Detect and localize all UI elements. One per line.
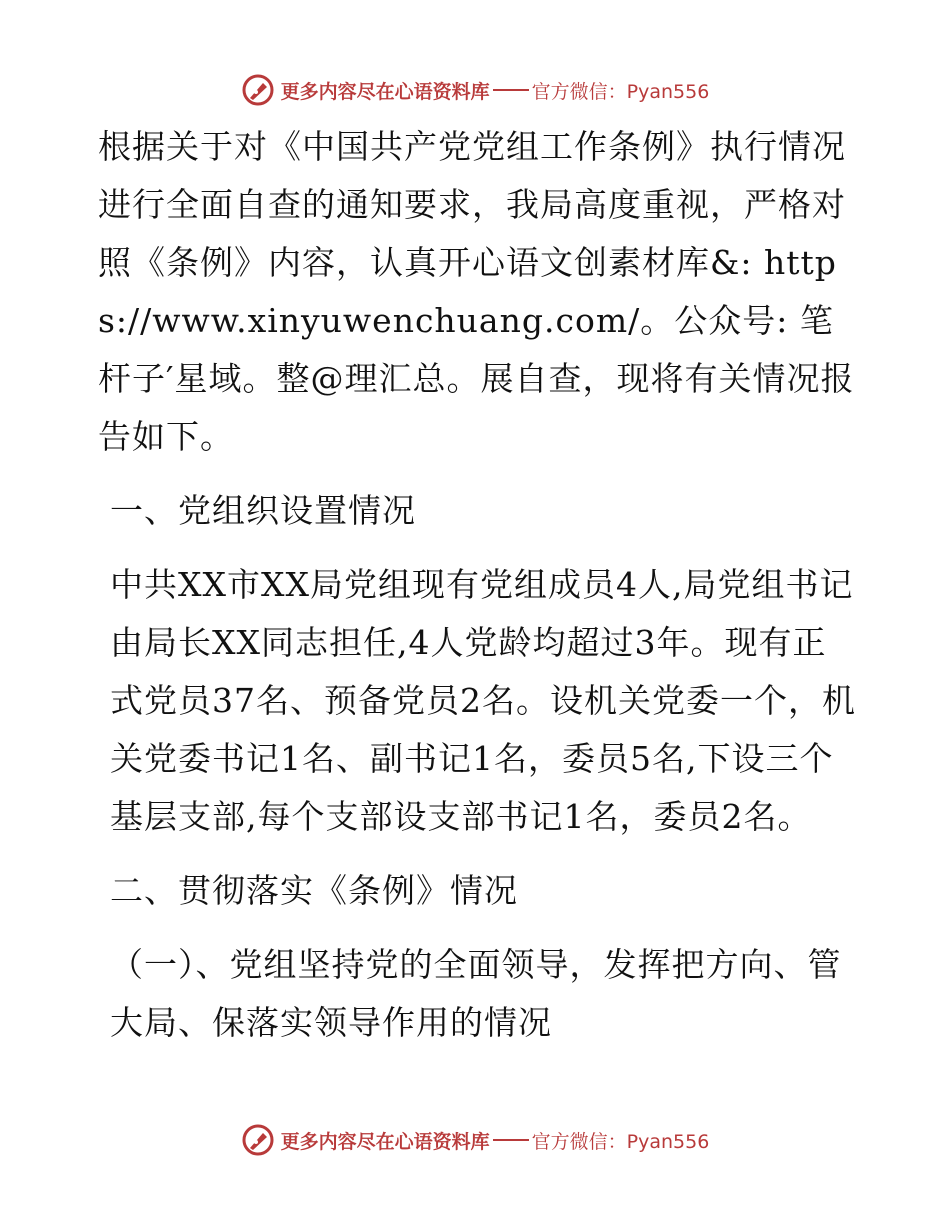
header-watermark-banner <box>0 70 950 110</box>
organization-paragraph: 中共XX市XX局党组现有党组成员4人,局党组书记由局长XX同志担任,4人党龄均超过3年。现有正式党员37名、预备党员2名。设机关党委一个，机关党委书记1名、副书记1名，委员5名,下设三个基层支部,每个支部设支部书记1名，委员2名。 <box>110 565 856 836</box>
intro-paragraph: 根据关于对《中国共产党党组工作条例》执行情况进行全面自查的通知要求，我局高度重视，严格对照《条例》内容，认真开心语文创素材库&: https://www.xinyuwenchuang.com/。公众号: 笔杆子′星域。整@理汇总。展自查，现将有关情况报告如下。 <box>98 127 855 456</box>
pen-nib-logo-icon <box>241 1123 275 1157</box>
watermark-dash <box>493 1139 529 1141</box>
watermark-wechat: 官方微信：Pyan556 <box>531 80 710 103</box>
watermark-text: 更多内容尽在心语资料库 <box>280 1130 490 1153</box>
subsection-heading-1: （一）、党组坚持党的全面领导，发挥把方向、管大局、保落实领导作用的情况 <box>110 945 842 1042</box>
pen-nib-logo-icon <box>241 73 275 107</box>
footer-watermark-banner <box>0 1120 950 1160</box>
section-heading-2: 二、贯彻落实《条例》情况 <box>110 871 518 910</box>
watermark-dash <box>493 89 529 91</box>
watermark-text: 更多内容尽在心语资料库 <box>280 80 490 103</box>
watermark-wechat: 官方微信：Pyan556 <box>531 1130 710 1153</box>
section-heading-1: 一、党组织设置情况 <box>110 491 416 530</box>
document-body <box>98 118 858 1052</box>
